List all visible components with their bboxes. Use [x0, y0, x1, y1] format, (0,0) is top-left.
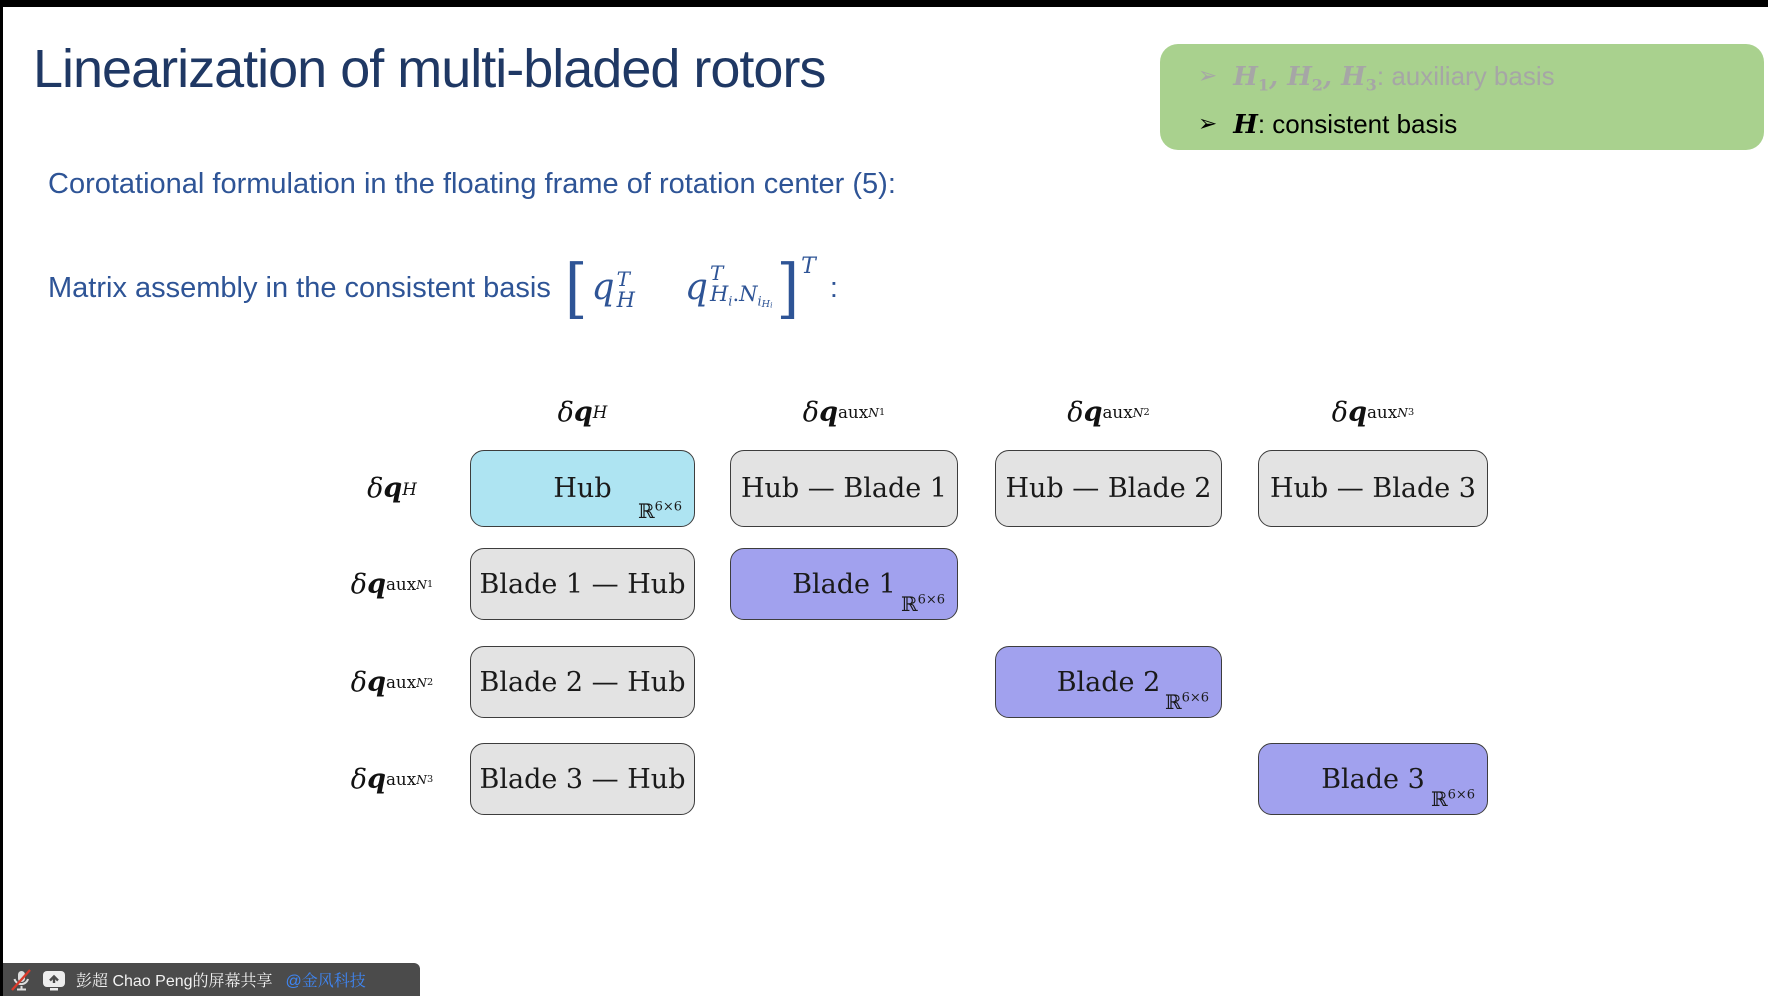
matrix-block-label: Blade 1 — Hub [479, 568, 686, 600]
matrix-block-blade-3-hub [470, 743, 695, 815]
formula-term-1: q T $H_i.N_{iHi}$ [684, 261, 773, 311]
row-header-dq-aux-N3: δ q aux N 3 [350, 763, 434, 795]
matrix-block-label: Blade 3 — Hub [479, 763, 686, 795]
matrix-block-label: Blade 2 [1056, 666, 1161, 698]
screen-share-statusbar [0, 963, 420, 996]
screen-share-owner-text: 彭超 Chao Peng的屏幕共享 [76, 973, 273, 990]
matrix-block-label: Hub — Blade 3 [1270, 473, 1476, 504]
matrix-block-blade-3 [1258, 743, 1488, 815]
window-frame-left [0, 0, 3, 996]
slide-title: Linearization of multi-bladed rotors [33, 39, 826, 99]
matrix-block-hub-blade-1 [730, 450, 958, 527]
block-dimension-tag: ℝ$^{6\times 6}$ [1164, 690, 1209, 714]
matrix-block-label: Hub — Blade 2 [1005, 473, 1212, 504]
col-header-dq-aux-N1: δ q aux N 1 [802, 396, 886, 428]
col-header-dq-aux-N2: δ q aux N 2 [1067, 396, 1150, 428]
row-header-dq-H: δ q H [367, 473, 417, 504]
row-header-dq-aux-N2: δ q aux N 2 [350, 666, 434, 698]
matrix-block-blade-1 [730, 548, 958, 620]
consistent-basis-formula: [ q T H q T $H_i.N_{iHi}$ ] T : [564, 249, 838, 327]
matrix-block-label: Hub — Blade 1 [741, 473, 947, 504]
close-bracket: ] [776, 249, 800, 327]
legend-item-text: H: consistent basis [1233, 108, 1458, 140]
col-header-dq-H: δ q H [557, 396, 608, 428]
col-header-dq-aux-N3: δ q aux N 3 [1331, 396, 1415, 428]
paragraph-corotational: Corotational formulation in the floating frame of rotation center (5): [48, 168, 896, 200]
legend-item-1 [1198, 105, 1764, 145]
bullet-arrow-icon: ➢ [1198, 109, 1218, 136]
matrix-block-hub-blade-3 [1258, 450, 1488, 527]
legend-box [1160, 44, 1764, 150]
legend-item-text: $H_1$, $H_2$, $H_3$: auxiliary basis [1233, 61, 1555, 95]
matrix-block-blade-2-hub [470, 646, 695, 718]
open-bracket: [ [564, 249, 588, 327]
matrix-block-label: Blade 1 [792, 568, 896, 600]
legend-item-0 [1198, 57, 1764, 105]
paragraph-matrix-assembly-text: Matrix assembly in the consistent basis [48, 271, 551, 304]
block-dimension-tag: ℝ$^{6\times 6}$ [900, 592, 945, 616]
matrix-block-blade-2 [995, 646, 1222, 718]
screen-share-org-link[interactable]: @金风科技 [285, 973, 366, 990]
formula-term-0: q T H [591, 267, 635, 312]
bullet-arrow-icon: ➢ [1198, 62, 1218, 88]
matrix-block-blade-1-hub [470, 548, 695, 620]
paragraph-matrix-assembly [48, 250, 838, 326]
block-dimension-tag: ℝ$^{6\times 6}$ [637, 499, 682, 523]
matrix-block-label: Hub [553, 473, 612, 504]
matrix-block-hub [470, 450, 695, 527]
window-frame-top [0, 0, 1768, 7]
matrix-block-hub-blade-2 [995, 450, 1222, 527]
row-header-dq-aux-N1: δ q aux N 1 [350, 568, 434, 600]
matrix-block-label: Blade 2 — Hub [479, 666, 686, 698]
block-dimension-tag: ℝ$^{6\times 6}$ [1430, 787, 1475, 811]
screen-share-icon [41, 968, 67, 992]
mic-muted-icon [10, 968, 32, 992]
matrix-block-label: Blade 3 [1321, 763, 1425, 795]
